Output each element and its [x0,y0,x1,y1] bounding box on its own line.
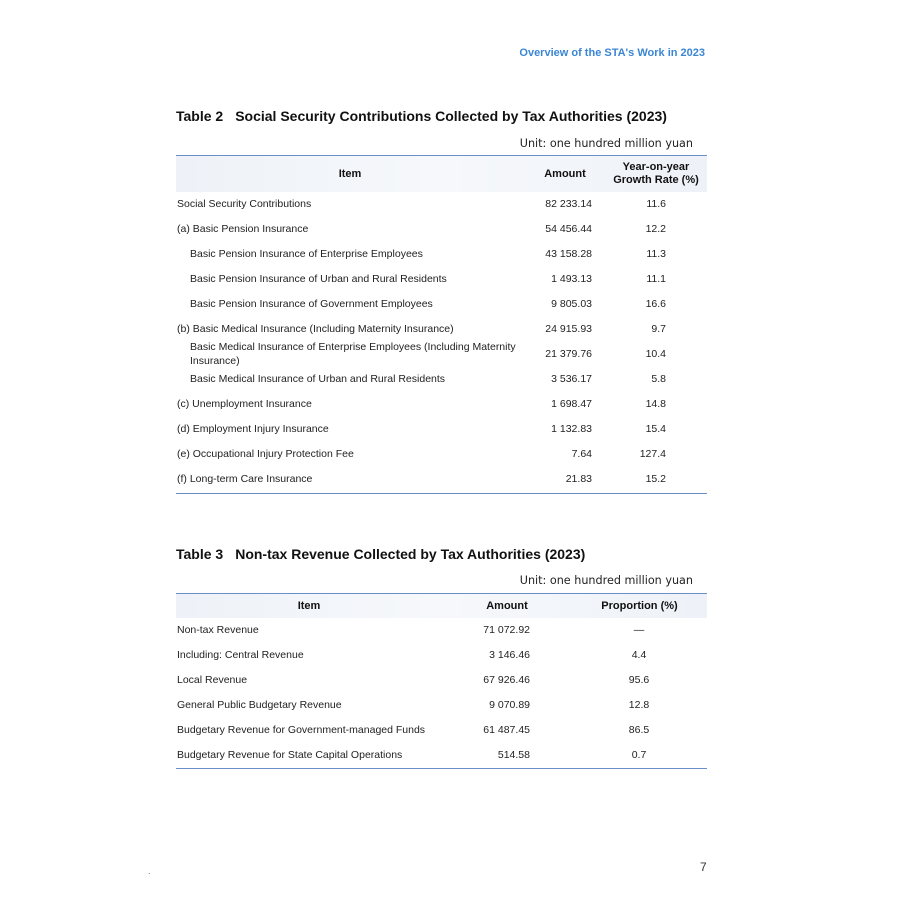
page-number: 7 [700,860,707,874]
table-row [176,216,707,241]
table2-cell-amount: 1 493.13 [551,273,592,285]
table2-cell-item: Basic Medical Insurance of Enterprise Employees (Including Maternity [190,341,516,353]
table-row [176,717,707,742]
table-row [176,291,707,316]
table2-cell-rate: 15.4 [645,423,666,435]
table-row [176,191,707,216]
table2-cell-amount: 9 805.03 [551,298,592,310]
table2-cell-item-cont: Insurance) [190,355,240,367]
table2-cell-rate: 12.2 [645,223,666,235]
table2-cell-rate: 14.8 [645,398,666,410]
table-row [176,266,707,291]
table2-cell-amount: 7.64 [571,448,592,460]
table-row [176,366,707,391]
table3-bottom-rule [176,768,707,769]
table3-cell-amount: 67 926.46 [483,674,530,686]
table2-cell-item: (d) Employment Injury Insurance [177,423,329,435]
table2-cell-item: (f) Long-term Care Insurance [177,473,313,485]
table3-cell-proportion: 0.7 [631,749,647,761]
table3-cell-item: Budgetary Revenue for Government-managed Funds [177,724,426,736]
table-row [176,341,707,366]
table2-cell-item: Social Security Contributions [177,198,312,210]
table2-cell-item: Basic Medical Insurance of Urban and Rural Residents [190,373,446,385]
table2-col-amount: Amount [544,168,586,180]
table-row [176,742,707,767]
table2-cell-rate: 15.2 [645,473,666,485]
table2-cell-item: Basic Pension Insurance of Urban and Rural Residents [190,273,447,285]
table2-unit: Unit: one hundred million yuan [519,137,693,150]
table-row [176,316,707,341]
table-row [176,466,707,491]
table3-cell-proportion: 95.6 [628,674,650,686]
table2-cell-rate: 9.7 [651,323,666,335]
table2-cell-rate: 16.6 [645,298,666,310]
table2-col-item: Item [338,168,362,180]
table2-cell-item: (e) Occupational Injury Protection Fee [177,448,354,460]
table-row [176,416,707,441]
table2-cell-amount: 21.83 [565,473,592,485]
table2-cell-amount: 1 698.47 [551,398,592,410]
table3-cell-proportion: 12.8 [628,699,650,711]
table3-cell-amount: 514.58 [497,749,530,761]
table2-cell-item: (c) Unemployment Insurance [177,398,312,410]
table3-title [176,546,585,562]
table2 [176,155,707,485]
table3-cell-amount: 3 146.46 [489,649,530,661]
table2-cell-rate: 10.4 [645,348,666,360]
table2-col-rate-line1: Year-on-year [622,161,690,173]
table-row [176,617,707,642]
table-row [176,667,707,692]
table2-cell-amount: 24 915.93 [545,323,592,335]
table-row [176,241,707,266]
table2-title-text: Social Security Contributions Collected by Tax Authorities (2023) [235,108,667,124]
table2-cell-amount: 1 132.83 [551,423,592,435]
table3 [176,593,707,761]
table3-cell-proportion: 4.4 [631,649,647,661]
running-header: Overview of the STA's Work in 2023 [519,47,705,59]
table-row [176,441,707,466]
table2-number: Table 2 [176,108,224,124]
table3-cell-amount: 71 072.92 [483,624,530,636]
table2-cell-rate: 5.8 [651,373,666,385]
table2-cell-rate: 11.1 [646,273,666,285]
table2-header [176,155,707,192]
table2-cell-item: Basic Pension Insurance of Enterprise Employees [190,248,423,260]
table2-cell-item: (b) Basic Medical Insurance (Including Maternity Insurance) [177,323,454,335]
table2-cell-amount: 82 233.14 [545,198,592,210]
table2-cell-rate: 11.6 [646,198,666,210]
table3-header [176,593,707,618]
table2-cell-rate: 11.3 [646,248,666,260]
table2-col-rate-line2: Growth Rate (%) [613,174,699,186]
table-row [176,391,707,416]
table2-cell-amount: 54 456.44 [545,223,592,235]
table3-cell-item: Local Revenue [177,674,248,686]
table3-cell-amount: 9 070.89 [489,699,530,711]
footer-mark: . [148,866,151,876]
table3-cell-proportion: 86.5 [628,724,650,736]
table3-cell-item: Budgetary Revenue for State Capital Operations [177,749,403,761]
table3-cell-proportion: — [633,624,645,636]
table2-cell-item: (a) Basic Pension Insurance [177,223,309,235]
table2-cell-amount: 3 536.17 [551,373,592,385]
table3-cell-item: Non-tax Revenue [177,624,259,636]
table3-cell-item: Including: Central Revenue [177,649,304,661]
table2-bottom-rule [176,493,707,494]
table2-title [176,108,667,124]
table3-unit: Unit: one hundred million yuan [519,574,693,587]
table3-col-item: Item [297,600,321,612]
table3-cell-amount: 61 487.45 [483,724,530,736]
table3-col-proportion: Proportion (%) [601,600,678,612]
table3-col-amount: Amount [486,600,528,612]
table2-cell-item: Basic Pension Insurance of Government Employees [190,298,433,310]
table2-cell-amount: 43 158.28 [545,248,592,260]
table2-cell-rate: 127.4 [639,448,666,460]
table-row [176,642,707,667]
table3-cell-item: General Public Budgetary Revenue [177,699,342,711]
table2-cell-amount: 21 379.76 [545,348,592,360]
table3-title-text: Non-tax Revenue Collected by Tax Authorities (2023) [235,546,586,562]
table3-number: Table 3 [176,546,224,562]
table-row [176,692,707,717]
